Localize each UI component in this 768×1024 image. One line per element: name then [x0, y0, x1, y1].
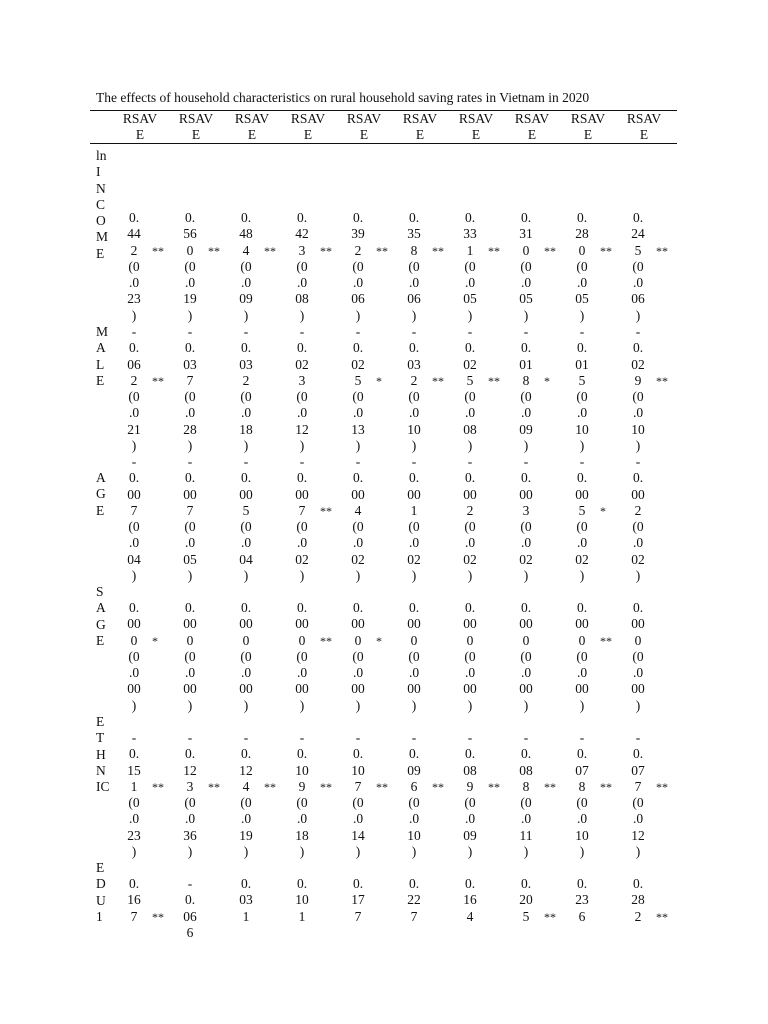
- significance-stars: **: [152, 243, 164, 258]
- significance-stars: *: [376, 373, 382, 388]
- table-cell: - 0. 03 2 (0 .0 18 ): [239, 324, 253, 453]
- column-header: RSAV E: [514, 111, 550, 142]
- table-cell: 0. 16 7: [127, 876, 141, 924]
- table-caption: The effects of household characteristics on rural household saving rates in Vietnam in 2020: [96, 90, 590, 105]
- row-label: M A L E: [96, 324, 109, 388]
- table-cell: - 0. 08 9 (0 .0 09 ): [463, 730, 477, 859]
- significance-stars: **: [376, 243, 388, 258]
- row-label: E T H N IC: [96, 714, 110, 794]
- significance-stars: **: [544, 779, 556, 794]
- table-cell: 0. 42 3 (0 .0 08 ): [295, 210, 309, 323]
- table-cell: - 0. 01 5 (0 .0 10 ): [575, 324, 589, 453]
- table-cell: 0. 00 0 (0 .0 00 ): [127, 600, 141, 713]
- column-header: RSAV E: [626, 111, 662, 142]
- table-cell: - 0. 07 7 (0 .0 12 ): [631, 730, 645, 859]
- table-cell: - 0. 03 2 (0 .0 10 ): [407, 324, 421, 453]
- table-cell: 0. 48 4 (0 .0 09 ): [239, 210, 253, 323]
- column-header: RSAV E: [122, 111, 158, 142]
- table-cell: - 0. 10 9 (0 .0 18 ): [295, 730, 309, 859]
- significance-stars: *: [544, 373, 550, 388]
- table-cell: - 0. 07 8 (0 .0 10 ): [575, 730, 589, 859]
- table-cell: - 0. 10 7 (0 .0 14 ): [351, 730, 365, 859]
- table-cell: - 0. 00 3 (0 .0 02 ): [519, 454, 533, 583]
- significance-stars: **: [656, 779, 668, 794]
- row-label: ln I N C O M E: [96, 148, 109, 261]
- table-cell: 0. 00 0 (0 .0 00 ): [239, 600, 253, 713]
- column-header: RSAV E: [402, 111, 438, 142]
- significance-stars: **: [264, 779, 276, 794]
- table-cell: 0. 44 2 (0 .0 23 ): [127, 210, 141, 323]
- table-cell: - 0. 00 2 (0 .0 02 ): [631, 454, 645, 583]
- significance-stars: **: [600, 633, 612, 648]
- table-cell: - 0. 02 9 (0 .0 10 ): [631, 324, 645, 453]
- table-cell: 0. 33 1 (0 .0 05 ): [463, 210, 477, 323]
- row-label: A G E: [96, 470, 106, 518]
- significance-stars: **: [656, 909, 668, 924]
- significance-stars: **: [656, 243, 668, 258]
- significance-stars: **: [656, 373, 668, 388]
- table-cell: 0. 23 6: [575, 876, 589, 924]
- table-cell: - 0. 00 7 (0 .0 04 ): [127, 454, 141, 583]
- table-cell: - 0. 00 1 (0 .0 02 ): [407, 454, 421, 583]
- significance-stars: **: [488, 779, 500, 794]
- significance-stars: **: [320, 503, 332, 518]
- table-cell: 0. 10 1: [295, 876, 309, 924]
- significance-stars: **: [600, 779, 612, 794]
- table-cell: - 0. 03 7 (0 .0 28 ): [183, 324, 197, 453]
- table-cell: - 0. 12 3 (0 .0 36 ): [183, 730, 197, 859]
- significance-stars: **: [320, 633, 332, 648]
- table-cell: 0. 00 0 (0 .0 00 ): [519, 600, 533, 713]
- table-cell: 0. 16 4: [463, 876, 477, 924]
- table-cell: - 0. 00 5 (0 .0 02 ): [575, 454, 589, 583]
- column-header: RSAV E: [234, 111, 270, 142]
- table-cell: - 0. 06 6: [183, 876, 197, 940]
- table-cell: - 0. 06 2 (0 .0 21 ): [127, 324, 141, 453]
- significance-stars: *: [376, 633, 382, 648]
- table-cell: 0. 24 5 (0 .0 06 ): [631, 210, 645, 323]
- significance-stars: *: [152, 633, 158, 648]
- column-header: RSAV E: [570, 111, 606, 142]
- significance-stars: **: [264, 243, 276, 258]
- significance-stars: *: [600, 503, 606, 518]
- table-cell: 0. 00 0 (0 .0 00 ): [183, 600, 197, 713]
- significance-stars: **: [208, 779, 220, 794]
- table-cell: 0. 17 7: [351, 876, 365, 924]
- significance-stars: **: [432, 779, 444, 794]
- table-cell: - 0. 15 1 (0 .0 23 ): [127, 730, 141, 859]
- significance-stars: **: [376, 779, 388, 794]
- significance-stars: **: [544, 909, 556, 924]
- table-cell: - 0. 00 5 (0 .0 04 ): [239, 454, 253, 583]
- table-cell: - 0. 08 8 (0 .0 11 ): [519, 730, 533, 859]
- table-cell: 0. 00 0 (0 .0 00 ): [407, 600, 421, 713]
- significance-stars: **: [488, 373, 500, 388]
- significance-stars: **: [208, 243, 220, 258]
- table-cell: 0. 56 0 (0 .0 19 ): [183, 210, 197, 323]
- table-cell: 0. 00 0 (0 .0 00 ): [575, 600, 589, 713]
- table-cell: - 0. 12 4 (0 .0 19 ): [239, 730, 253, 859]
- table-cell: 0. 35 8 (0 .0 06 ): [407, 210, 421, 323]
- table-cell: - 0. 00 4 (0 .0 02 ): [351, 454, 365, 583]
- significance-stars: **: [432, 373, 444, 388]
- table-cell: 0. 00 0 (0 .0 00 ): [463, 600, 477, 713]
- header-rule: [90, 143, 677, 144]
- table-cell: 0. 00 0 (0 .0 00 ): [631, 600, 645, 713]
- table-cell: 0. 20 5: [519, 876, 533, 924]
- significance-stars: **: [152, 373, 164, 388]
- table-cell: - 0. 00 7 (0 .0 02 ): [295, 454, 309, 583]
- table-cell: - 0. 09 6 (0 .0 10 ): [407, 730, 421, 859]
- row-label: S A G E: [96, 584, 106, 648]
- significance-stars: **: [320, 243, 332, 258]
- table-cell: 0. 03 1: [239, 876, 253, 924]
- table-cell: 0. 28 2: [631, 876, 645, 924]
- significance-stars: **: [432, 243, 444, 258]
- significance-stars: **: [488, 243, 500, 258]
- table-cell: - 0. 00 7 (0 .0 05 ): [183, 454, 197, 583]
- significance-stars: **: [544, 243, 556, 258]
- table-cell: 0. 22 7: [407, 876, 421, 924]
- column-header: RSAV E: [178, 111, 214, 142]
- table-cell: 0. 31 0 (0 .0 05 ): [519, 210, 533, 323]
- table-cell: - 0. 02 5 (0 .0 08 ): [463, 324, 477, 453]
- row-label: E D U 1: [96, 860, 106, 924]
- significance-stars: **: [600, 243, 612, 258]
- table-cell: - 0. 01 8 (0 .0 09 ): [519, 324, 533, 453]
- table-cell: 0. 00 0 (0 .0 00 ): [351, 600, 365, 713]
- column-header: RSAV E: [346, 111, 382, 142]
- significance-stars: **: [320, 779, 332, 794]
- table-cell: - 0. 02 3 (0 .0 12 ): [295, 324, 309, 453]
- table-cell: 0. 39 2 (0 .0 06 ): [351, 210, 365, 323]
- table-cell: 0. 00 0 (0 .0 00 ): [295, 600, 309, 713]
- significance-stars: **: [152, 779, 164, 794]
- column-header: RSAV E: [290, 111, 326, 142]
- significance-stars: **: [152, 909, 164, 924]
- table-cell: - 0. 02 5 (0 .0 13 ): [351, 324, 365, 453]
- column-header: RSAV E: [458, 111, 494, 142]
- table-cell: - 0. 00 2 (0 .0 02 ): [463, 454, 477, 583]
- table-cell: 0. 28 0 (0 .0 05 ): [575, 210, 589, 323]
